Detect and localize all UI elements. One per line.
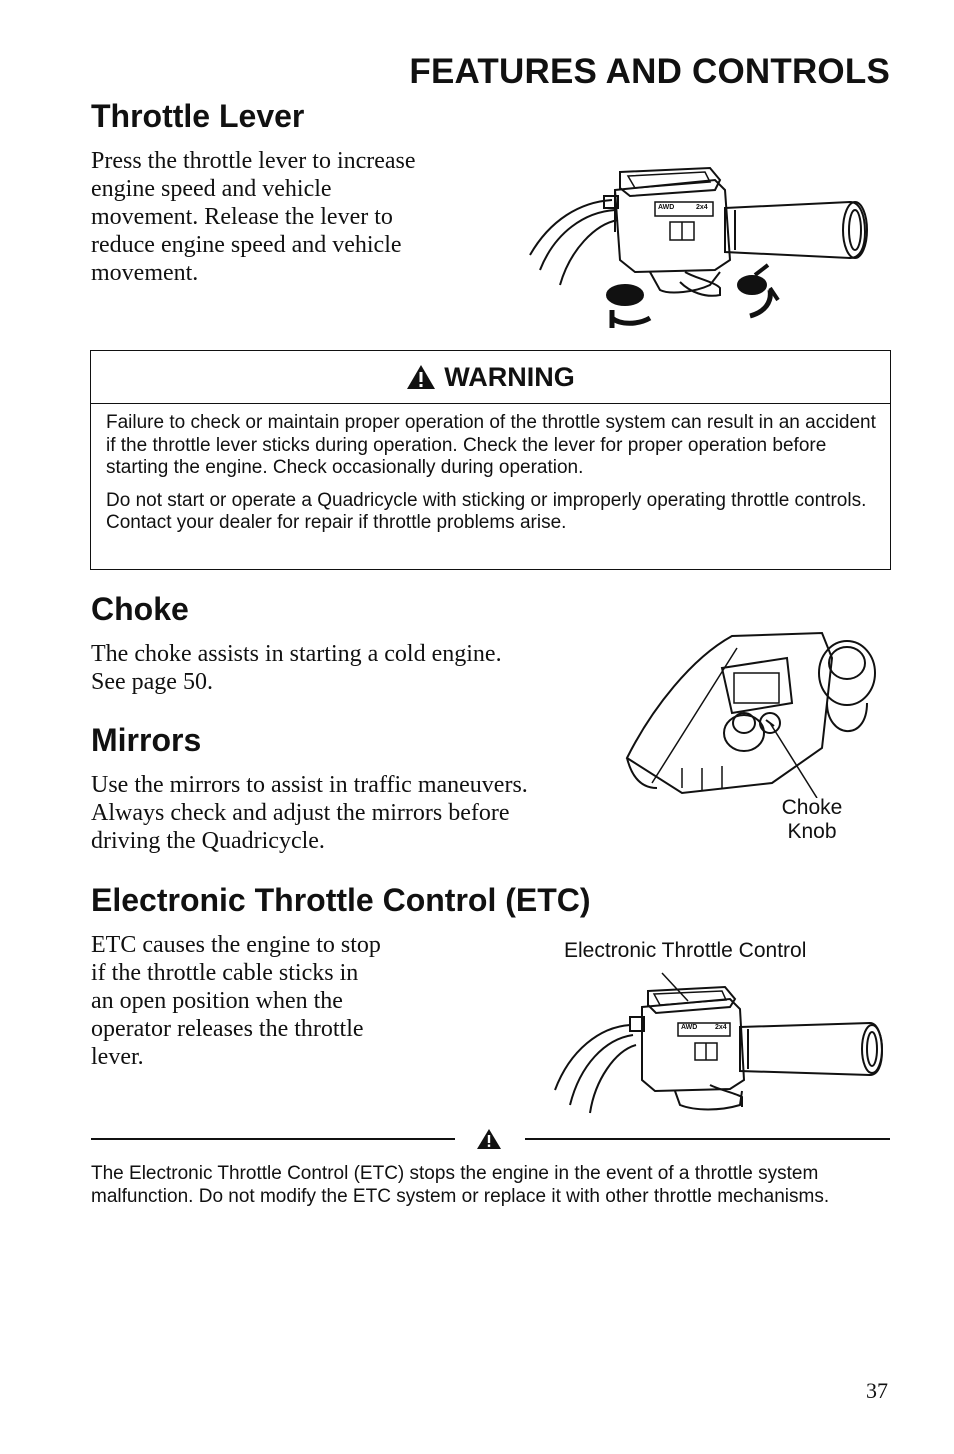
choke-heading: Choke [91, 591, 189, 627]
note-warning-icon [476, 1128, 502, 1150]
warning-paragraph-2: Do not start or operate a Quadricycle with sticking or improperly operating throttle controls. Contact your dealer for repair if throttle problems arise. [106, 489, 867, 533]
etc-figure [550, 965, 890, 1115]
turtle-icon [607, 285, 650, 328]
chapter-title: FEATURES AND CONTROLS [409, 52, 890, 91]
choke-body: The choke assists in starting a cold engine. See page 50. [91, 641, 502, 695]
note-divider-left [91, 1138, 455, 1140]
mirrors-body: Use the mirrors to assist in traffic maneuvers. Always check and adjust the mirrors before driving the Quadricycle. [91, 772, 528, 854]
mirrors-heading: Mirrors [91, 722, 202, 758]
warning-text [91, 404, 890, 535]
warning-triangle-icon [406, 364, 436, 390]
choke-figure [622, 628, 882, 798]
note-divider-right [525, 1138, 890, 1140]
awd-label: AWD [658, 204, 675, 211]
warning-triangle-icon [476, 1128, 502, 1150]
throttle-lever-figure [520, 160, 880, 335]
warning-box [90, 350, 891, 570]
etc-heading: Electronic Throttle Control (ETC) [91, 882, 591, 918]
two-wd-label: 2x4 [696, 204, 708, 211]
etc-awd-label: AWD [681, 1024, 698, 1031]
rabbit-icon [738, 265, 778, 316]
throttle-lever-heading: Throttle Lever [91, 98, 305, 134]
warning-title: WARNING [444, 361, 575, 392]
etc-body: ETC causes the engine to stop if the throttle cable sticks in an open position when the operator releases the throttle lever. [91, 932, 381, 1070]
warning-header [91, 351, 890, 404]
throttle-lever-body: Press the throttle lever to increase engine speed and vehicle movement. Release the lever to reduce engine speed and vehicle movement. [91, 148, 416, 286]
choke-knob-caption: Choke Knob [781, 796, 843, 843]
warning-paragraph-1: Failure to check or maintain proper operation of the throttle system can result in an accident if the throttle lever sticks during operation. Check the lever for proper operation before starting the engine. Check occasionally during operation. [106, 412, 876, 478]
etc-figure-caption: Electronic Throttle Control [564, 939, 807, 962]
page-number: 37 [866, 1378, 888, 1403]
etc-note: The Electronic Throttle Control (ETC) stops the engine in the event of a throttle system malfunction. Do not modify the ETC system or replace it with other throttle mechanisms. [91, 1163, 830, 1207]
etc-two-wd-label: 2x4 [715, 1024, 727, 1031]
